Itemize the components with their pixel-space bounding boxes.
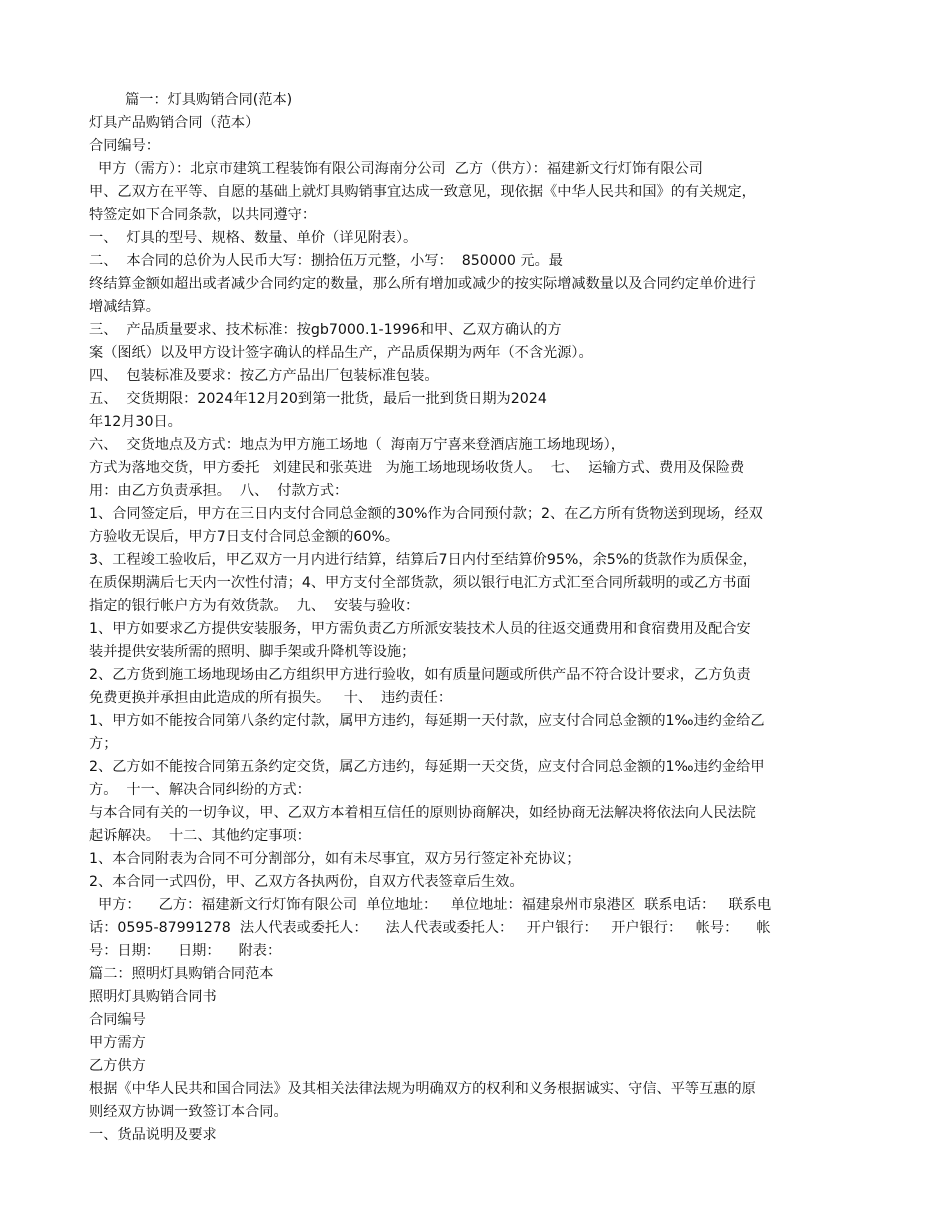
text-line: 一、 灯具的型号、规格、数量、单价（详见附表）。 [89,230,418,246]
text-line: 甲方需方 [89,1035,146,1051]
text-line: 增减结算。 [89,299,160,315]
text-line: 五、 交货期限：2024年12月20到第一批货，最后一批到货日期为2024 [89,391,547,407]
text-line: 免费更换并承担由此造成的所有损失。 十、 违约责任： [89,690,453,706]
text-line: 六、 交货地点及方式：地点为甲方施工场地（ 海南万宁喜来登酒店施工场地现场）， [89,437,625,453]
text-line: 2、乙方如不能按合同第五条约定交货，属乙方违约，每延期一天交货，应支付合同总金额的1‰违约金给甲 [89,759,765,775]
text-line: 乙方供方 [89,1058,146,1074]
text-line: 终结算金额如超出或者减少合同约定的数量，那么所有增加或减少的按实际增减数量以及合同约定单价进行 [89,276,756,292]
text-line: 与本合同有关的一切争议，甲、乙双方本着相互信任的原则协商解决，如经协商无法解决将依法向人民法院 [89,805,756,821]
contract-title: 灯具产品购销合同（范本） [89,115,260,131]
text-line: 合同编号 [89,1012,146,1028]
text-line: 1、甲方如不能按合同第八条约定付款，属甲方违约，每延期一天付款，应支付合同总金额的1‰违约金给乙 [89,713,765,729]
text-line: 方验收无误后，甲方7日支付合同总金额的60%。 [89,529,400,545]
text-line: 一、货品说明及要求 [89,1127,217,1143]
text-line: 案（图纸）以及甲方设计签字确认的样品生产，产品质保期为两年（不含光源）。 [89,345,593,361]
text-line: 合同编号： [89,138,160,154]
text-line: 起诉解决。 十二、其他约定事项： [89,828,311,844]
text-line: 甲、乙双方在平等、自愿的基础上就灯具购销事宜达成一致意见，现依据《中华人民共和国》的有关规定， [89,184,756,200]
contract-title: 照明灯具购销合同书 [89,989,217,1005]
text-line: 甲方（需方）：北京市建筑工程装饰有限公司海南分公司 乙方（供方）：福建新文行灯饰有限公司 [89,161,703,177]
text-line: 则经双方协调一致签订本合同。 [89,1104,288,1120]
text-line: 话：0595-87991278 法人代表或委托人： 法人代表或委托人： 开户银行： 开户银行： 帐号： 帐 [89,920,771,936]
text-line: 1、合同签定后，甲方在三日内支付合同总金额的30%作为合同预付款；2、在乙方所有货物送到现场，经双 [89,506,763,522]
text-line: 年12月30日。 [89,414,182,430]
text-line: 装并提供安装所需的照明、脚手架或升降机等设施； [89,644,416,660]
section-heading: 篇一：灯具购销合同(范本) [89,92,293,108]
text-line: 1、本合同附表为合同不可分割部分，如有未尽事宜，双方另行签定补充协议； [89,851,581,867]
text-line: 特签定如下合同条款，以共同遵守： [89,207,317,223]
text-line: 号：日期： 日期： 附表： [89,943,282,959]
text-line: 在质保期满后七天内一次性付清；4、甲方支付全部货款，须以银行电汇方式汇至合同所载明的或乙方书面 [89,575,751,591]
text-line: 方式为落地交货，甲方委托 刘建民和张英进 为施工场地现场收货人。 七、 运输方式、费用及保险费 [89,460,745,476]
text-line: 用：由乙方负责承担。 八、 付款方式： [89,483,349,499]
text-line: 2、乙方货到施工场地现场由乙方组织甲方进行验收，如有质量问题或所供产品不符合设计要求，乙方负责 [89,667,751,683]
text-line: 根据《中华人民共和国合同法》及其相关法律法规为明确双方的权利和义务根据诚实、守信、平等互惠的原 [89,1081,756,1097]
text-line: 四、 包装标准及要求：按乙方产品出厂包装标准包装。 [89,368,439,384]
text-line: 方。 十一、解决合同纠纷的方式： [89,782,311,798]
text-line: 方； [89,736,118,752]
section-heading: 篇二：照明灯具购销合同范本 [89,966,274,982]
text-line: 指定的银行帐户方为有效货款。 九、 安装与验收： [89,598,420,614]
text-line: 三、 产品质量要求、技术标准：按gb7000.1-1996和甲、乙双方确认的方 [89,322,562,338]
text-line: 甲方： 乙方：福建新文行灯饰有限公司 单位地址： 单位地址：福建泉州市泉港区 联系电话： 联系电 [89,897,772,913]
text-line: 1、甲方如要求乙方提供安装服务，甲方需负责乙方所派安装技术人员的往返交通费用和食宿费用及配合安 [89,621,751,637]
text-line: 3、工程竣工验收后，甲乙双方一月内进行结算，结算后7日内付至结算价95%，余5%的货款作为质保金， [89,552,757,568]
text-line: 2、本合同一式四份，甲、乙双方各执两份，自双方代表签章后生效。 [89,874,524,890]
text-line: 二、 本合同的总价为人民币大写：捌拾伍万元整，小写： 850000 元。最 [89,253,563,269]
